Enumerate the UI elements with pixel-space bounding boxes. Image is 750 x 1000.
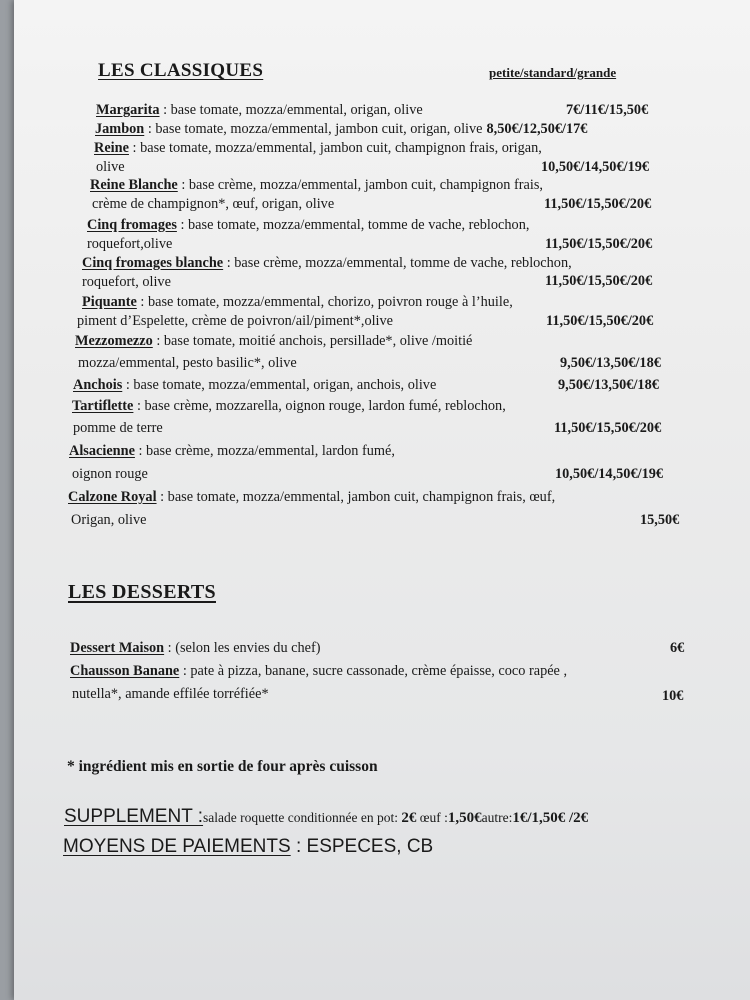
item-price: 10,50€/14,50€/19€ [555, 466, 664, 482]
dessert-item-chausson-banane [70, 663, 567, 680]
item-desc: : base tomate, mozza/emmental, jambon cuit, origan, olive [144, 121, 483, 137]
payment-value: : ESPECES, CB [290, 836, 434, 857]
item-name: Cinq fromages [87, 217, 177, 233]
item-desc: : base crème, mozza/emmental, jambon cuit, champignon frais, [177, 177, 543, 193]
item-desc-line2: mozza/emmental, pesto basilic*, olive [78, 355, 297, 371]
item-price: 10,50€/14,50€/19€ [541, 159, 650, 175]
item-name: Reine [94, 140, 129, 156]
item-price: 9,50€/13,50€/18€ [560, 355, 661, 371]
menu-item-jambon [95, 121, 587, 138]
section-title-classiques: LES CLASSIQUES [98, 60, 264, 81]
item-desc-line2: crème de champignon*, œuf, origan, olive [92, 196, 335, 212]
item-price: 11,50€/15,50€/20€ [544, 196, 652, 212]
supplement-text: salade roquette conditionnée en pot: [203, 810, 402, 825]
item-desc-line2: Origan, olive [71, 512, 147, 528]
item-price: 11,50€/15,50€/20€ [545, 236, 653, 252]
supplement-label: SUPPLEMENT : [64, 806, 204, 827]
item-desc: : base tomate, mozza/emmental, chorizo, poivron rouge à l’huile, [136, 294, 513, 310]
item-desc: : base crème, mozzarella, oignon rouge, lardon fumé, reblochon, [133, 398, 506, 414]
item-desc-line2: nutella*, amande effilée torréfiée* [72, 686, 269, 702]
menu-item-calzone-royal [68, 489, 555, 506]
item-desc: : base crème, mozza/emmental, tomme de vache, reblochon, [223, 255, 572, 271]
menu-item-cinq-fromages [87, 217, 529, 234]
item-price: 11,50€/15,50€/20€ [545, 273, 653, 289]
menu-item-anchois [73, 377, 436, 394]
item-name: Chausson Banane [70, 663, 180, 679]
item-desc-line2: oignon rouge [72, 466, 148, 482]
item-name: Mezzomezzo [75, 333, 153, 349]
supplement-text: œuf : [416, 810, 448, 825]
item-name: Alsacienne [69, 443, 135, 459]
item-name: Anchois [73, 377, 123, 393]
menu-item-alsacienne [69, 443, 395, 460]
menu-item-reine [94, 140, 542, 157]
item-name: Jambon [95, 121, 145, 137]
item-desc-line2: olive [96, 159, 125, 175]
supplement-line [64, 806, 588, 828]
item-name: Margarita [96, 102, 160, 118]
supplement-price: 1€/1,50€ /2€ [512, 810, 589, 826]
item-desc-line2: piment d’Espelette, crème de poivron/ail/piment*,olive [77, 313, 394, 329]
footnote: * ingrédient mis en sortie de four après cuisson [67, 758, 378, 775]
item-desc: : base tomate, mozza/emmental, tomme de vache, reblochon, [176, 217, 530, 233]
supplement-text: autre: [481, 810, 513, 825]
item-name: Tartiflette [72, 398, 134, 414]
payment-line [63, 836, 433, 858]
menu-item-margarita [96, 102, 423, 119]
item-name: Dessert Maison [70, 640, 165, 656]
item-name: Cinq fromages blanche [82, 255, 224, 271]
supplement-price: 2€ [401, 810, 417, 826]
item-name: Piquante [82, 294, 137, 310]
menu-item-piquante [82, 294, 513, 311]
section-title-desserts: LES DESSERTS [68, 581, 216, 603]
item-desc: : base tomate, mozza/emmental, origan, anchois, olive [122, 377, 437, 393]
item-desc: : base crème, mozza/emmental, lardon fumé, [134, 443, 395, 459]
item-desc: : (selon les envies du chef) [164, 640, 321, 656]
item-desc: : base tomate, mozza/emmental, jambon cuit, champignon frais, œuf, [156, 489, 556, 505]
item-price: 8,50€/12,50€/17€ [486, 121, 588, 137]
item-price: 15,50€ [640, 512, 680, 528]
menu-item-tartiflette [72, 398, 506, 415]
menu-item-reine-blanche [90, 177, 543, 194]
payment-label: MOYENS DE PAIEMENTS [63, 836, 291, 857]
item-price: 11,50€/15,50€/20€ [554, 420, 662, 436]
item-desc: : base tomate, mozza/emmental, origan, olive [159, 102, 423, 118]
size-header: petite/standard/grande [489, 65, 617, 80]
item-price: 11,50€/15,50€/20€ [546, 313, 654, 329]
item-desc: : base tomate, moitié anchois, persillade*, olive /moitié [152, 333, 473, 349]
item-desc-line2: roquefort,olive [87, 236, 173, 252]
item-name: Reine Blanche [90, 177, 178, 193]
dessert-item-maison [70, 640, 321, 657]
item-price: 9,50€/13,50€/18€ [558, 377, 659, 393]
item-desc-line2: roquefort, olive [82, 274, 171, 290]
item-price: 10€ [662, 688, 684, 704]
item-desc: : base tomate, mozza/emmental, jambon cuit, champignon frais, origan, [128, 140, 542, 156]
item-price: 7€/11€/15,50€ [566, 102, 649, 118]
item-name: Calzone Royal [68, 489, 157, 505]
supplement-price: 1,50€ [447, 810, 482, 826]
item-desc-line2: pomme de terre [73, 420, 163, 436]
menu-item-cinq-fromages-blanche [82, 255, 572, 272]
menu-item-mezzomezzo [75, 333, 472, 350]
item-price: 6€ [670, 640, 685, 656]
item-desc: : pate à pizza, banane, sucre cassonade, crème épaisse, coco rapée , [179, 663, 568, 679]
